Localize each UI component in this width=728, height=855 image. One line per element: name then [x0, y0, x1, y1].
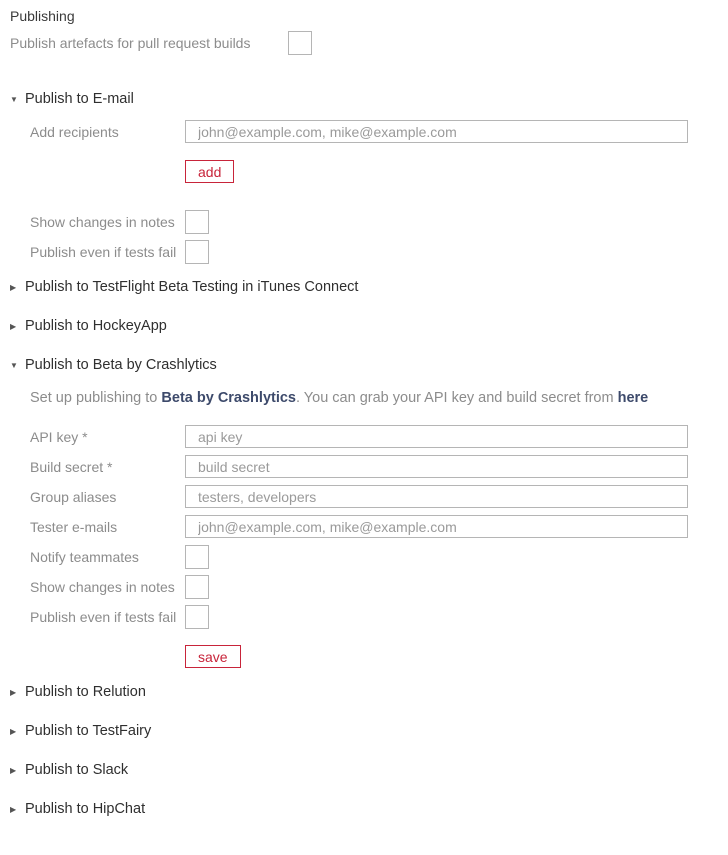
notify-teammates-checkbox[interactable]	[185, 545, 209, 569]
caret-down-icon: ▼	[10, 360, 18, 370]
email-show-changes-checkbox[interactable]	[185, 210, 209, 234]
email-publish-fail-label: Publish even if tests fail	[30, 244, 177, 260]
build-secret-label: Build secret *	[30, 459, 113, 475]
caret-right-icon: ▶	[10, 321, 17, 331]
notify-teammates-label: Notify teammates	[30, 549, 139, 565]
recipients-input[interactable]	[185, 120, 688, 143]
tester-emails-input[interactable]	[185, 515, 688, 538]
crashlytics-publish-fail-label: Publish even if tests fail	[30, 609, 177, 625]
group-aliases-input[interactable]	[185, 485, 688, 508]
caret-right-icon: ▶	[10, 687, 17, 697]
build-secret-input[interactable]	[185, 455, 688, 478]
section-testfairy[interactable]	[10, 721, 151, 741]
group-aliases-label: Group aliases	[30, 489, 117, 505]
section-slack-label: Publish to Slack	[25, 762, 129, 778]
save-button[interactable]: save	[185, 645, 241, 668]
section-crashlytics-label: Publish to Beta by Crashlytics	[25, 357, 217, 373]
section-email-label: Publish to E-mail	[25, 91, 134, 107]
add-recipient-button[interactable]: add	[185, 160, 234, 183]
crashlytics-publish-fail-checkbox[interactable]	[185, 605, 209, 629]
section-hockeyapp-label: Publish to HockeyApp	[25, 318, 167, 334]
section-slack[interactable]	[10, 760, 128, 780]
email-show-changes-label: Show changes in notes	[30, 214, 175, 230]
recipients-label: Add recipients	[30, 124, 119, 140]
section-hipchat-label: Publish to HipChat	[25, 801, 146, 817]
pr-artefacts-label: Publish artefacts for pull request builds	[10, 35, 251, 51]
section-testflight[interactable]	[10, 277, 358, 297]
section-relution-label: Publish to Relution	[25, 684, 146, 700]
crashlytics-desc-mid: . You can grab your API key and build secret from	[296, 390, 618, 406]
caret-right-icon: ▶	[10, 765, 17, 775]
crashlytics-description	[30, 390, 648, 406]
section-email[interactable]	[10, 89, 134, 109]
caret-down-icon: ▼	[10, 94, 18, 104]
crashlytics-show-changes-label: Show changes in notes	[30, 579, 175, 595]
api-key-input[interactable]	[185, 425, 688, 448]
section-testflight-label: Publish to TestFlight Beta Testing in iTunes Connect	[25, 279, 359, 295]
crashlytics-show-changes-checkbox[interactable]	[185, 575, 209, 599]
section-hockeyapp[interactable]	[10, 316, 167, 336]
section-hipchat[interactable]	[10, 799, 145, 819]
crashlytics-here-link[interactable]: here	[617, 390, 649, 406]
crashlytics-desc-prefix: Set up publishing to	[30, 390, 162, 406]
section-testfairy-label: Publish to TestFairy	[25, 723, 152, 739]
api-key-label: API key *	[30, 429, 88, 445]
section-crashlytics[interactable]	[10, 355, 217, 375]
tester-emails-label: Tester e-mails	[30, 519, 118, 535]
caret-right-icon: ▶	[10, 726, 17, 736]
email-publish-fail-checkbox[interactable]	[185, 240, 209, 264]
publishing-title: Publishing	[10, 8, 75, 24]
caret-right-icon: ▶	[10, 282, 17, 292]
caret-right-icon: ▶	[10, 804, 17, 814]
section-relution[interactable]	[10, 682, 146, 702]
crashlytics-brand: Beta by Crashlytics	[161, 390, 296, 406]
pr-artefacts-checkbox[interactable]	[288, 31, 312, 55]
